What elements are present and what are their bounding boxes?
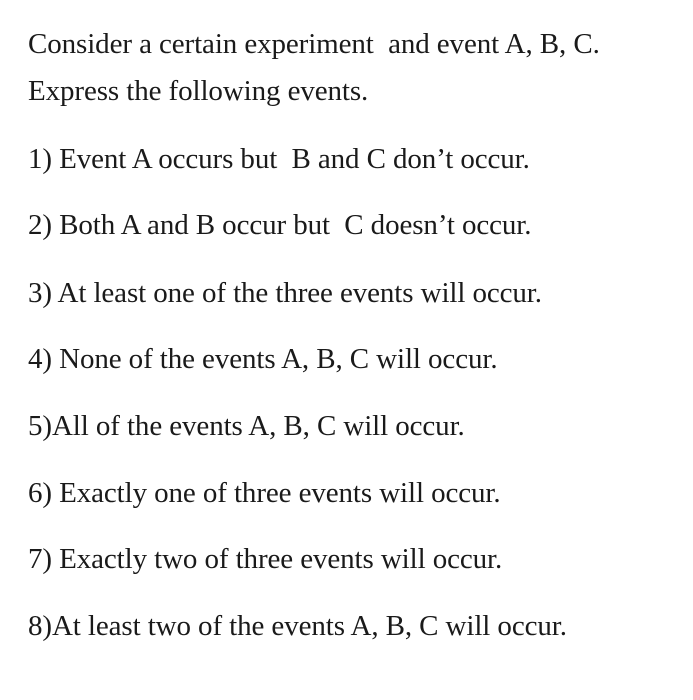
list-item: 2) Both A and B occur but C doesn’t occur. (28, 209, 532, 241)
list-item: 8)At least two of the events A, B, C will occur. (28, 610, 567, 642)
intro-line-2: Express the following events. (28, 75, 369, 107)
intro-line-1: Consider a certain experiment and event A, B, C. (28, 28, 600, 60)
list-item: 7) Exactly two of three events will occur. (28, 543, 503, 575)
list-item: 3) At least one of the three events will occur. (28, 277, 542, 309)
list-item: 5)All of the events A, B, C will occur. (28, 410, 465, 442)
list-item: 1) Event A occurs but B and C don’t occur. (28, 143, 530, 175)
list-item: 4) None of the events A, B, C will occur. (28, 343, 498, 375)
list-item: 6) Exactly one of three events will occur. (28, 477, 501, 509)
